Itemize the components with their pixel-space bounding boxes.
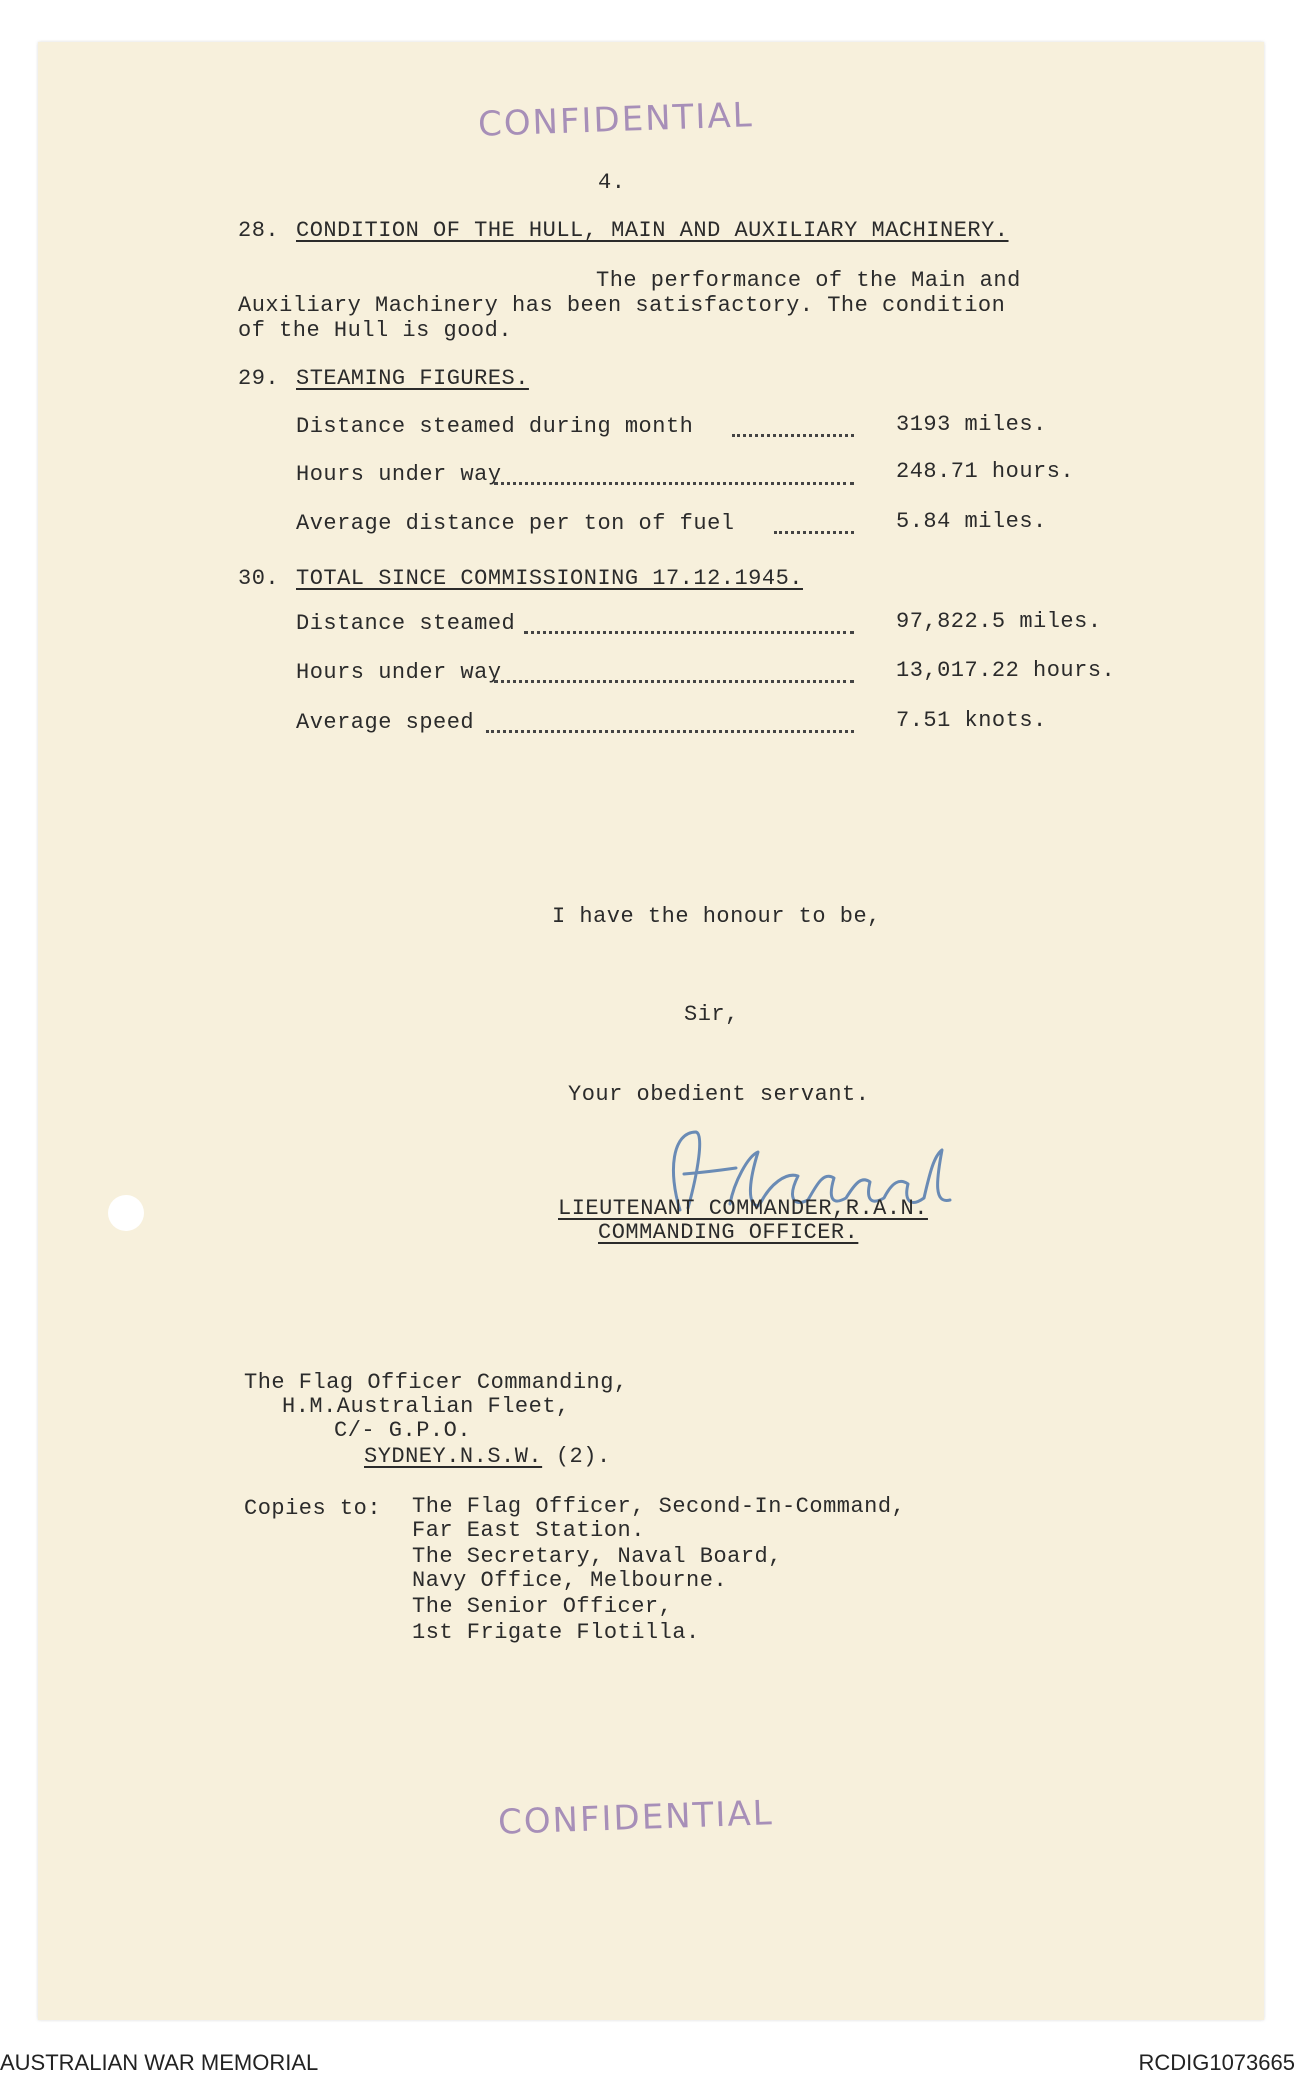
- steaming-row-value: 248.71 hours.: [896, 459, 1075, 484]
- copies-line: 1st Frigate Flotilla.: [412, 1620, 700, 1645]
- section-28-line-3: of the Hull is good.: [238, 318, 513, 343]
- section-28-line-2: Auxiliary Machinery has been satisfactory. The condition: [238, 293, 1006, 318]
- copies-label: Copies to:: [244, 1496, 382, 1521]
- confidential-stamp-bottom: CONFIDENTIAL: [497, 1793, 775, 1843]
- rank: LIEUTENANT COMMANDER,R.A.N.: [558, 1196, 928, 1221]
- closing-salutation: Sir,: [684, 1002, 739, 1027]
- commission-row-label: Distance steamed: [296, 611, 516, 636]
- steaming-row-label: Hours under way: [296, 462, 502, 487]
- commission-row-value: 7.51 knots.: [896, 708, 1047, 733]
- section-30-title: TOTAL SINCE COMMISSIONING 17.12.1945.: [296, 566, 803, 591]
- address-city: SYDNEY.N.S.W.: [364, 1444, 543, 1469]
- steaming-row-label: Average distance per ton of fuel: [296, 511, 735, 536]
- confidential-stamp-top: CONFIDENTIAL: [477, 95, 755, 145]
- section-28-line-1: The performance of the Main and: [596, 268, 1021, 293]
- leader-dots: [486, 730, 854, 733]
- leader-dots: [494, 680, 854, 683]
- copies-line: Navy Office, Melbourne.: [412, 1568, 728, 1593]
- punch-hole: [108, 1195, 144, 1231]
- closing-servant: Your obedient servant.: [568, 1082, 870, 1107]
- section-28-title: CONDITION OF THE HULL, MAIN AND AUXILIARY MACHINERY.: [296, 218, 1009, 243]
- document-page: [38, 42, 1264, 2020]
- section-29-title: STEAMING FIGURES.: [296, 366, 529, 391]
- commission-row-label: Average speed: [296, 710, 475, 735]
- address-copies-count: (2).: [542, 1444, 611, 1469]
- steaming-row-value: 5.84 miles.: [896, 509, 1047, 534]
- copies-line: The Flag Officer, Second-In-Command,: [412, 1494, 906, 1519]
- commission-row-value: 13,017.22 hours.: [896, 658, 1116, 683]
- commission-row-value: 97,822.5 miles.: [896, 609, 1102, 634]
- footer-left: AUSTRALIAN WAR MEMORIAL: [0, 2050, 319, 2075]
- role: COMMANDING OFFICER.: [598, 1220, 859, 1245]
- section-30-number: 30.: [238, 566, 280, 591]
- leader-dots: [494, 482, 854, 485]
- footer-right: RCDIG1073665: [1138, 2050, 1295, 2075]
- page-number: 4.: [598, 170, 626, 195]
- closing-line: I have the honour to be,: [552, 904, 881, 929]
- leader-dots: [524, 631, 854, 634]
- steaming-row-label: Distance steamed during month: [296, 414, 694, 439]
- address-line: The Flag Officer Commanding,: [244, 1370, 628, 1395]
- section-28-number: 28.: [238, 218, 280, 243]
- steaming-row-value: 3193 miles.: [896, 412, 1047, 437]
- section-29-number: 29.: [238, 366, 280, 391]
- address-line: [364, 1444, 611, 1469]
- address-line: C/- G.P.O.: [334, 1418, 472, 1443]
- leader-dots: [774, 531, 854, 534]
- copies-line: Far East Station.: [412, 1518, 645, 1543]
- commission-row-label: Hours under way: [296, 660, 502, 685]
- leader-dots: [732, 434, 854, 437]
- copies-line: The Senior Officer,: [412, 1594, 673, 1619]
- copies-line: The Secretary, Naval Board,: [412, 1544, 782, 1569]
- address-line: H.M.Australian Fleet,: [282, 1394, 570, 1419]
